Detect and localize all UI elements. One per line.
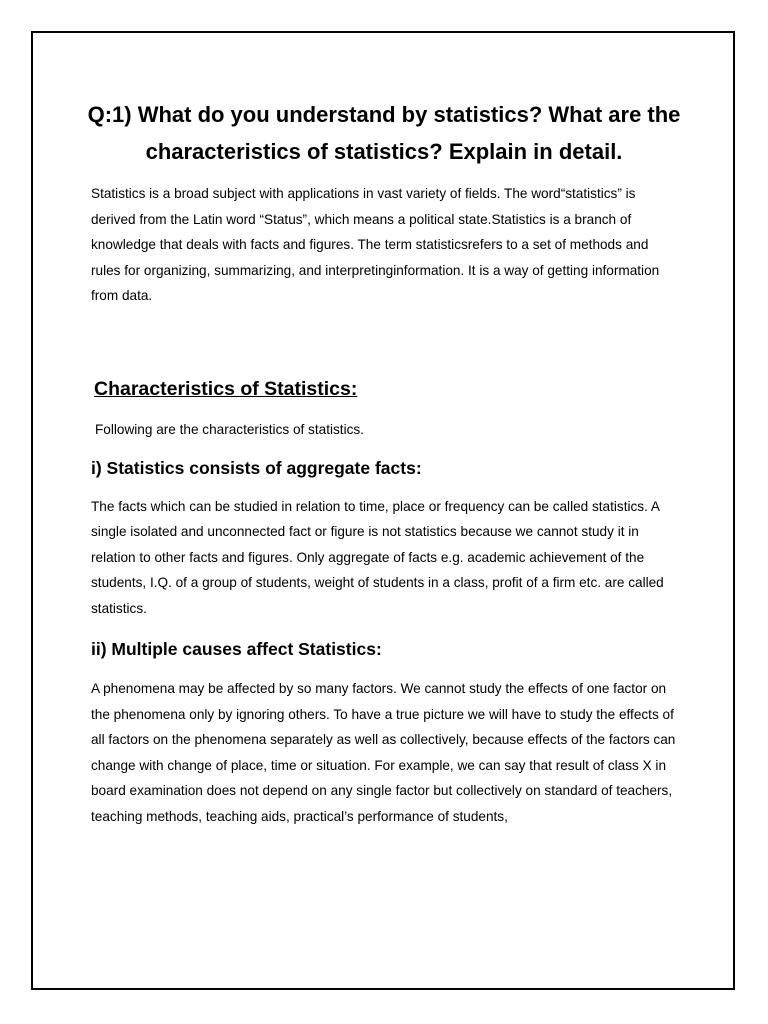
section-heading: Characteristics of Statistics: — [94, 377, 358, 400]
subsection-body-2: A phenomena may be affected by so many factors. We cannot study the effects of one factor on the phenomena only by ignoring others. To have a true picture we will have to study the effects of all factors on the phenomena separately as well as collectively, because effects of the factors can change with change of place, time or situation. For example, we can say that result of class X in board examination does not depend on any single factor but collectively on standard of teachers, teaching methods, teaching aids, practical’s performance of students, — [91, 681, 676, 824]
subsection-heading-1: i) Statistics consists of aggregate facts: — [91, 457, 422, 478]
subsection-heading-2: ii) Multiple causes affect Statistics: — [91, 639, 382, 659]
subsection-body-1: The facts which can be studied in relation to time, place or frequency can be called statistics. A single isolated and unconnected fact or figure is not statistics because we cannot study it in relation to other facts and figures. Only aggregate of facts e.g. academic achievement of the students, I.Q. of a group of students, weight of students in a class, profit of a firm etc. are called statistics. — [91, 498, 664, 616]
question-title: Q:1) What do you understand by statistics? What are the characteristics of statistics? Explain in detail. — [87, 102, 681, 164]
intro-paragraph: Statistics is a broad subject with applications in vast variety of fields. The word“statistics” is derived from the Latin word “Status”, which means a political state.Statistics is a branch of knowledge that deals with facts and figures. The term statisticsrefers to a set of methods and rules for organizing, summarizing, and interpretinginformation. It is a way of getting information from data. — [91, 186, 660, 303]
document-body — [87, 96, 681, 829]
section-intro: Following are the characteristics of statistics. — [95, 421, 364, 437]
